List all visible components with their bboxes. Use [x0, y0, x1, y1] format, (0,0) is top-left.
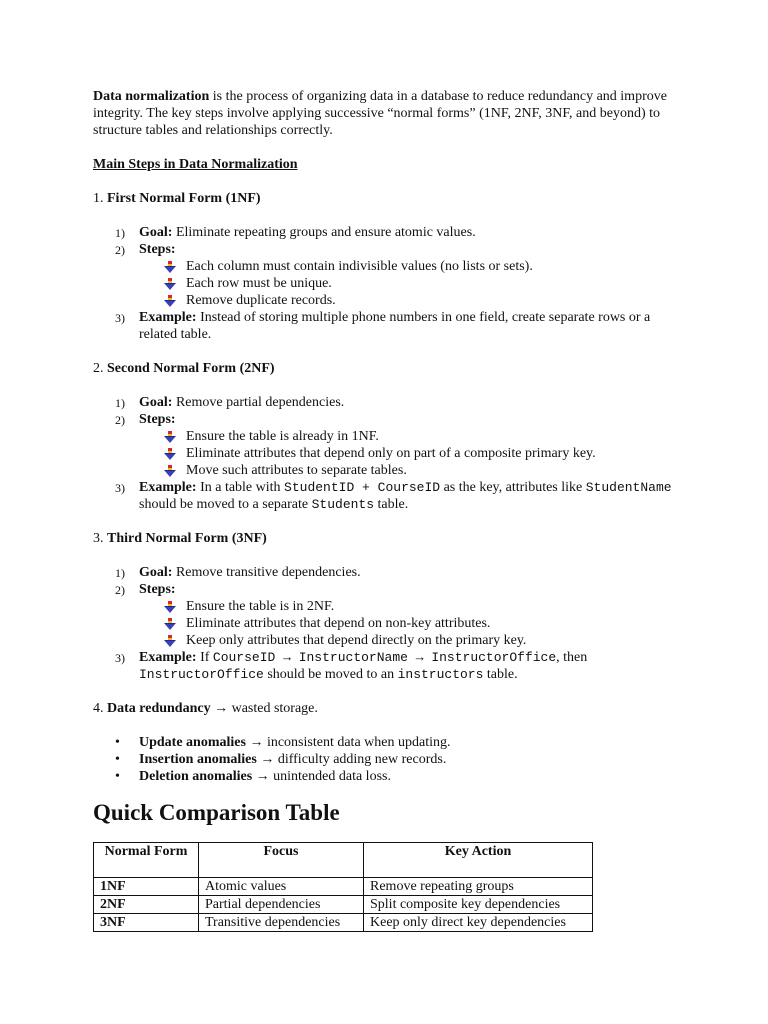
- table-header-row: [94, 843, 593, 878]
- step-item: Each row must be unique.: [93, 275, 683, 292]
- step-item: Remove duplicate records.: [93, 292, 683, 309]
- step-item: Ensure the table is already in 1NF.: [93, 428, 683, 445]
- table-row: [94, 914, 593, 932]
- table-row: [94, 878, 593, 896]
- redundancy-heading: 4. Data redundancy → wasted storage.: [93, 701, 318, 716]
- list-item: 2) Steps:: [115, 582, 176, 597]
- step-item: Keep only attributes that depend directly on the primary key.: [93, 632, 683, 649]
- intro-paragraph: [93, 88, 683, 139]
- anomaly-list: [93, 734, 683, 785]
- nf1-heading: 1. First Normal Form (1NF): [93, 191, 261, 206]
- step-item: Eliminate attributes that depend only on part of a composite primary key.: [93, 445, 683, 462]
- nf1-list: [93, 224, 683, 343]
- column-header: Key Action: [364, 843, 593, 878]
- intro-text: is the process of organizing data in a database to reduce redundancy and improve integrity. The key steps involve applying successive “normal forms” (1NF, 2NF, 3NF, and beyond) to structure tables and relationships correctly.: [93, 89, 667, 138]
- step-item: Eliminate attributes that depend on non-key attributes.: [93, 615, 683, 632]
- table-cell: 2NF: [94, 896, 199, 914]
- list-item: • Insertion anomalies → difficulty adding new records.: [115, 752, 447, 767]
- down-arrow-icon: [164, 465, 176, 477]
- column-header: Normal Form: [94, 843, 199, 878]
- nf2-title: Second Normal Form (2NF): [107, 361, 275, 376]
- list-item: 1) Goal: Remove partial dependencies.: [115, 395, 345, 410]
- down-arrow-icon: [164, 635, 176, 647]
- list-item: 2) Steps:: [115, 412, 176, 427]
- table-cell: Partial dependencies: [199, 896, 364, 914]
- step-item: Move such attributes to separate tables.: [93, 462, 683, 479]
- table-cell: Remove repeating groups: [364, 878, 593, 896]
- intro-term: Data normalization: [93, 89, 210, 104]
- down-arrow-icon: [164, 601, 176, 613]
- nf2-heading: 2. Second Normal Form (2NF): [93, 361, 275, 376]
- nf3-title: Third Normal Form (3NF): [107, 531, 267, 546]
- bullet-icon: •: [115, 735, 120, 750]
- document-page: [93, 88, 683, 932]
- table-cell: Transitive dependencies: [199, 914, 364, 932]
- list-item: • Update anomalies → inconsistent data when updating.: [115, 735, 451, 750]
- list-item: • Deletion anomalies → unintended data loss.: [115, 769, 391, 784]
- nf3-list: [93, 564, 683, 683]
- comparison-title: Quick Comparison Table: [93, 800, 340, 825]
- step-item: Ensure the table is in 2NF.: [93, 598, 683, 615]
- redundancy-title: Data redundancy: [107, 701, 211, 716]
- table-cell: 3NF: [94, 914, 199, 932]
- bullet-icon: •: [115, 769, 120, 784]
- step-item: Each column must contain indivisible values (no lists or sets).: [93, 258, 683, 275]
- table-cell: Atomic values: [199, 878, 364, 896]
- down-arrow-icon: [164, 431, 176, 443]
- table-cell: Keep only direct key dependencies: [364, 914, 593, 932]
- list-item: 3) Example: Instead of storing multiple phone numbers in one field, create separate rows or a related table.: [115, 310, 651, 342]
- bullet-icon: •: [115, 752, 120, 767]
- down-arrow-icon: [164, 295, 176, 307]
- nf2-list: [93, 394, 683, 513]
- nf1-title: First Normal Form (1NF): [107, 191, 261, 206]
- list-item: 1) Goal: Eliminate repeating groups and ensure atomic values.: [115, 225, 476, 240]
- nf3-heading: 3. Third Normal Form (3NF): [93, 531, 267, 546]
- table-cell: Split composite key dependencies: [364, 896, 593, 914]
- column-header: Focus: [199, 843, 364, 878]
- down-arrow-icon: [164, 278, 176, 290]
- list-item: 2) Steps:: [115, 242, 176, 257]
- down-arrow-icon: [164, 618, 176, 630]
- comparison-table: [93, 842, 593, 932]
- down-arrow-icon: [164, 448, 176, 460]
- down-arrow-icon: [164, 261, 176, 273]
- list-item: 1) Goal: Remove transitive dependencies.: [115, 565, 361, 580]
- list-item: 3) Example: If CourseID → InstructorName → InstructorOffice, then InstructorOffice should be moved to an instructors table.: [115, 650, 588, 682]
- main-steps-heading: Main Steps in Data Normalization: [93, 157, 298, 172]
- table-row: [94, 896, 593, 914]
- list-item: 3) Example: In a table with StudentID + CourseID as the key, attributes like StudentName should be moved to a separate Students table.: [115, 480, 672, 512]
- table-cell: 1NF: [94, 878, 199, 896]
